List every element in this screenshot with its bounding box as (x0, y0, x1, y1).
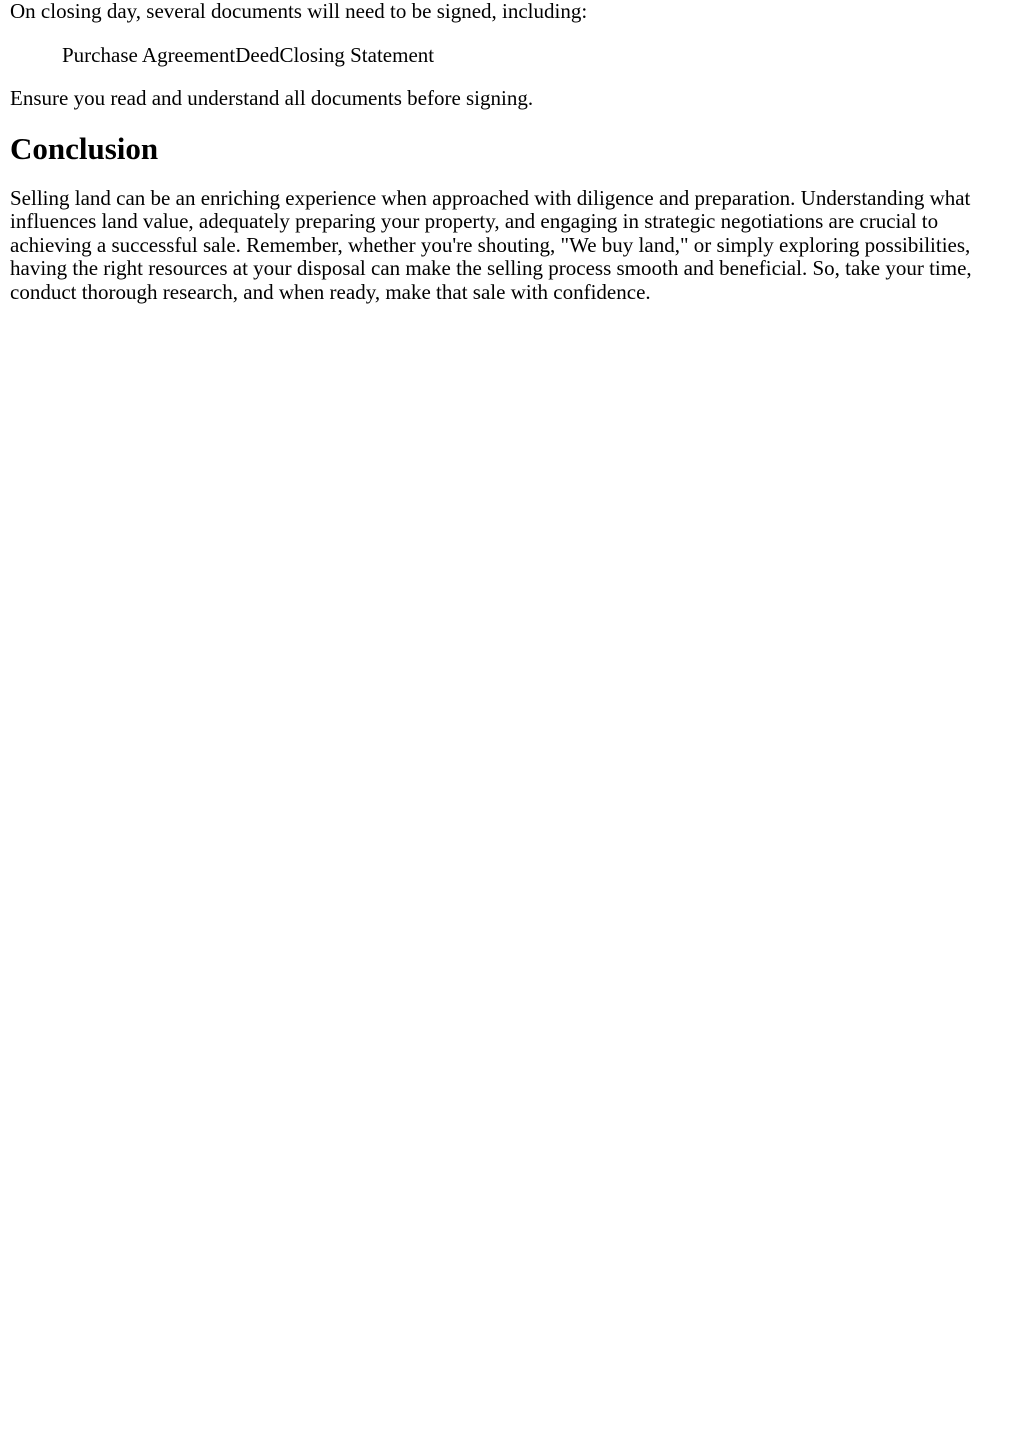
document-item-closing-statement: Closing Statement (279, 42, 435, 67)
documents-list (62, 44, 1014, 68)
article-body (10, 0, 1014, 304)
signing-advice: Ensure you read and understand all documents before signing. (10, 86, 534, 110)
conclusion-heading: Conclusion (10, 130, 159, 166)
conclusion-paragraph: Selling land can be an enriching experience when approached with diligence and preparation. Understanding what influences land value, adequately preparing your property, and engaging in strategic negotiations are crucial to achieving a successful sale. Remember, whether you're shouting, "We buy land," or simply exploring possibilities, having the right resources at your disposal can make the selling process smooth and beneficial. So, take your time, conduct thorough research, and when ready, make that sale with confidence. (10, 185, 972, 304)
document-item-purchase-agreement: Purchase Agreement (62, 42, 236, 67)
closing-day-intro: On closing day, several documents will need to be signed, including: (10, 0, 588, 23)
document-item-deed: Deed (235, 42, 280, 67)
